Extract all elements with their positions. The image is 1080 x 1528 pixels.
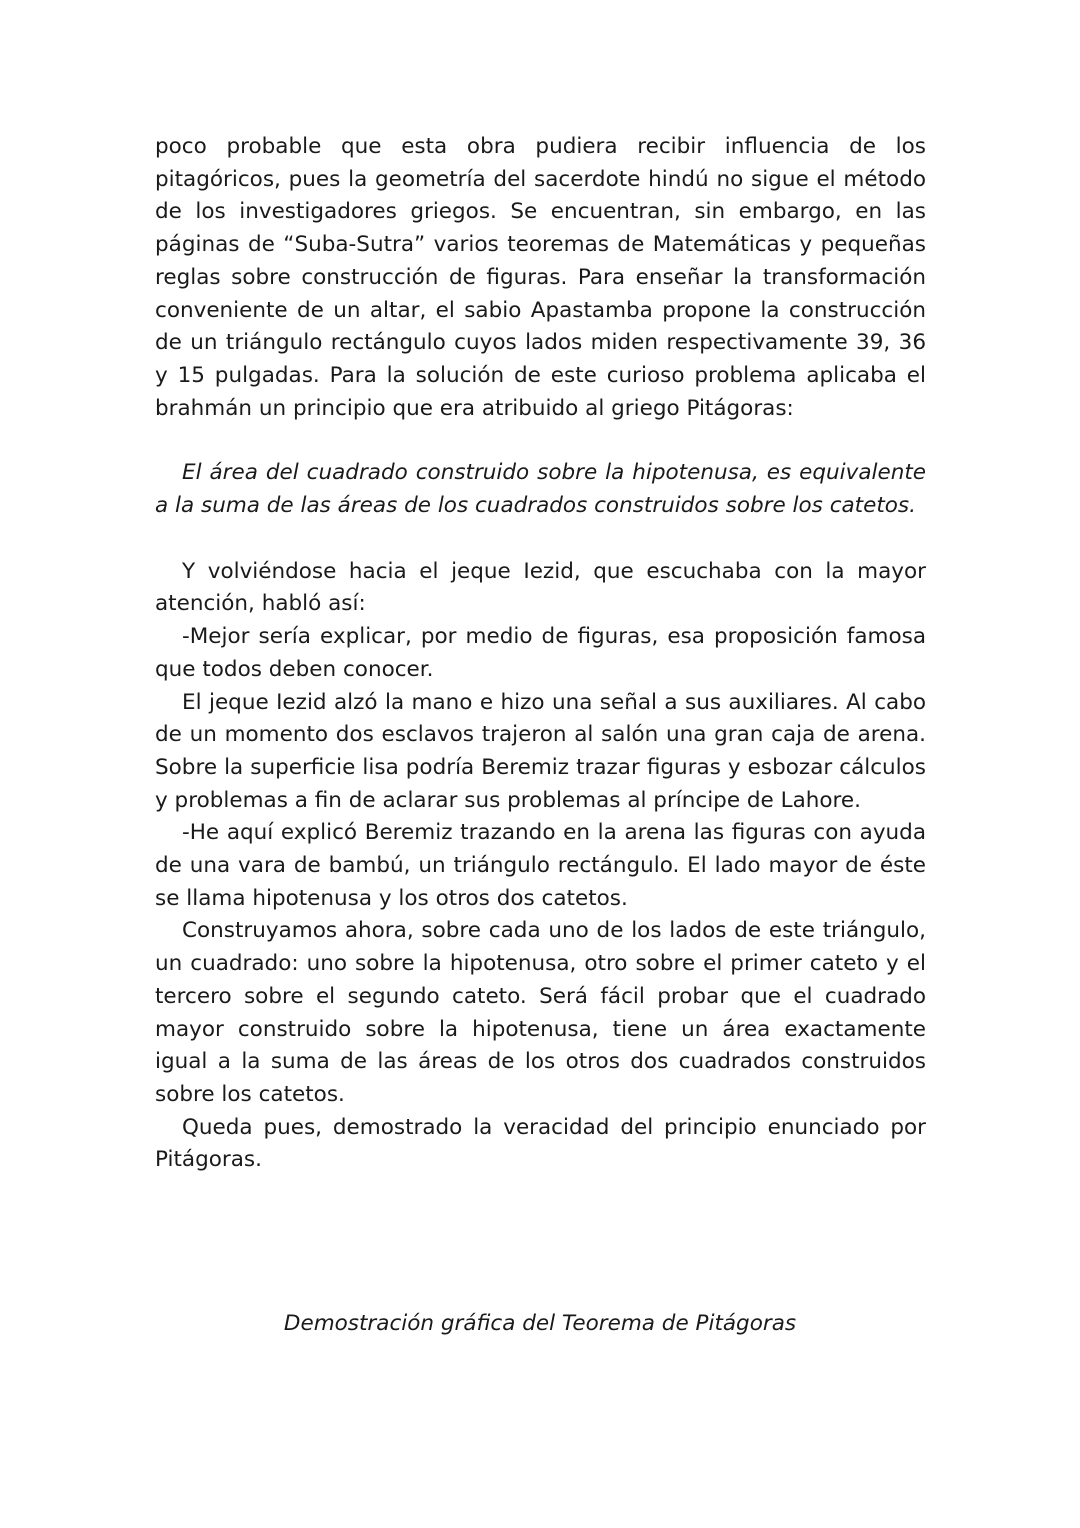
paragraph-dialogue: -Mejor sería explicar, por medio de figuras, esa proposición famosa que todos deben conocer.	[155, 624, 926, 682]
paragraph-triangle: -He aquí explicó Beremiz trazando en la arena las figuras con ayuda de una vara de bambú, un triángulo rectángulo. El lado mayor de éste se llama hipotenusa y los otros dos catetos.	[155, 820, 926, 911]
paragraph-squares: Construyamos ahora, sobre cada uno de los lados de este triángulo, un cuadrado: uno sobre la hipotenusa, otro sobre el primer cateto y el tercero sobre el segundo cateto. Será fácil probar que el cuadrado mayor construido sobre la hipotenusa, tiene un área exactamente igual a la suma de las áreas de los otros dos cuadrados construidos sobre los catetos.	[155, 918, 926, 1107]
theorem-quote: El área del cuadrado construido sobre la hipotenusa, es equivalente a la suma de las áreas de los cuadrados construidos sobre los catetos.	[155, 460, 926, 519]
paragraph-conclusion: Queda pues, demostrado la veracidad del principio enunciado por Pitágoras.	[155, 1114, 926, 1173]
figure-caption: Demostración gráfica del Teorema de Pitágoras	[283, 1311, 797, 1336]
document-body	[155, 131, 926, 1177]
paragraph-sand-box: El jeque Iezid alzó la mano e hizo una señal a sus auxiliares. Al cabo de un momento dos esclavos trajeron al salón una gran caja de arena. Sobre la superficie lisa podría Beremiz trazar figuras y esbozar cálculos y problemas a fin de aclarar sus problemas al príncipe de Lahore.	[155, 689, 926, 813]
paragraph-intro: poco probable que esta obra pudiera recibir influencia de los pitagóricos, pues la geometría del sacerdote hindú no sigue el método de los investigadores griegos. Se encuentran, sin embargo, en las páginas de “Suba-Sutra” varios teoremas de Matemáticas y pequeñas reglas sobre construcción de figuras. Para enseñar la transformación conveniente de un altar, el sabio Apastamba propone la construcción de un triángulo rectángulo cuyos lados miden respectivamente 39, 36 y 15 pulgadas. Para la solución de este curioso problema aplicaba el brahmán un principio que era atribuido al griego Pitágoras:	[155, 134, 926, 421]
paragraph-narration: Y volviéndose hacia el jeque Iezid, que escuchaba con la mayor atención, habló así:	[155, 558, 926, 617]
